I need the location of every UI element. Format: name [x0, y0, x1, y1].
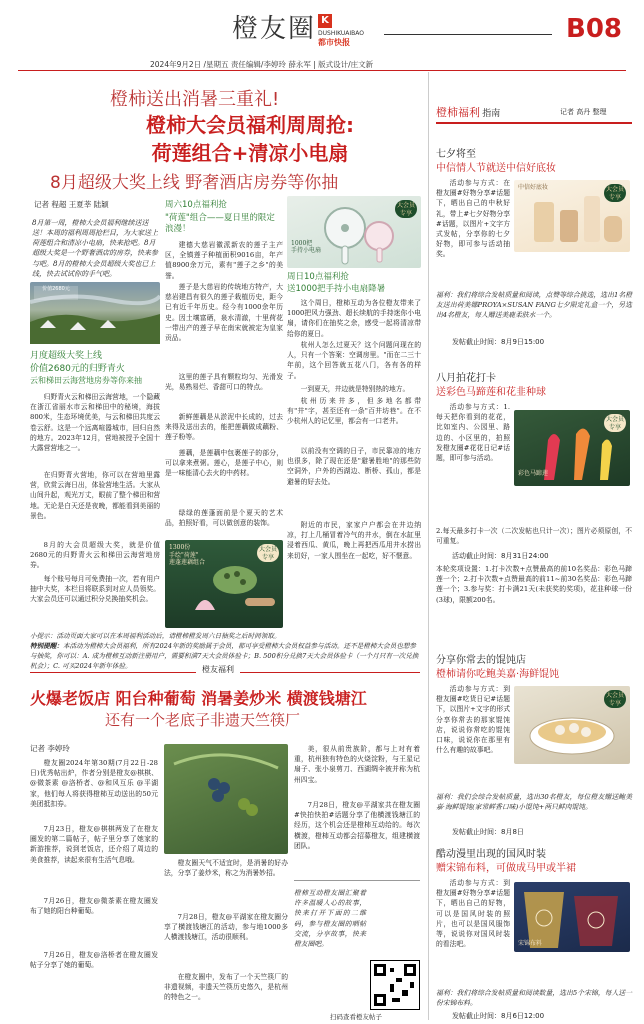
mid-paragraph-6: 绿绿的莲蓬面前是个夏天的艺术品，拍照好看，可以做创意的装饰。: [165, 509, 283, 528]
logo-name: 都市快报: [318, 38, 350, 47]
item2-title: 送彩色马蹄莲和花韭种球: [436, 387, 546, 398]
item4-body: 活动参与方式：到橙友圈#好物分享#话题下，晒出自己的好物，可以是国风时装的照片，也可以是国风服饰等，说说你对国风时装的看法吧。: [436, 879, 510, 949]
s2-paragraph-4: 7月26日，橙友@洛桥者在橙友圈发帖子分享了她的葡萄。: [30, 951, 158, 970]
cosmetics-photo: [514, 180, 630, 252]
member-badge-3: 大会员 专享: [605, 186, 624, 201]
right-editors: 记者 高丹 整理: [560, 108, 607, 116]
lead-headline-1: 橙柿大会员福利周周抢:: [146, 113, 354, 137]
weekly2-title: 周日10点福利抢: [287, 272, 349, 282]
mid-paragraph-1: 建德大慈岩徽派新农的莲子主产区，全镇莲子种植面积9016亩，年产值8900余万元，素有"莲子之乡"的美誉。: [165, 241, 283, 280]
right-paragraph-3: 一到夏天，井边就是特别热的地方。: [300, 385, 410, 393]
right-paragraph-1: 这个周日，橙柿互动为各位橙友带来了1000把风力强劲、超长续航的手持迷你小电扇，请你们在抽奖之余，感受一起将清凉带给你的夏日。: [287, 299, 421, 338]
lotus-caption: 1300份 手绘"荷莲" 莲蓬莲藕组合: [169, 544, 206, 566]
item4-kicker: 酷动漫里出现的国风时装: [436, 849, 546, 860]
lead-intro: 8月第一周，橙柿大会员福利继续送送送！本周的福利周周抢栏目，为大家送上荷莲组合和清凉小电扇，快来抢吧。8月超级大奖是一个野奢酒店的房券，快来参与吧。8月的橙柿大会员超级大奖也已上线，快去试试你的手气吧。: [32, 219, 158, 278]
weekly-subtitle: "荷莲"组合——夏日里的限定浪漫！: [165, 213, 275, 235]
qr-code[interactable]: [370, 960, 420, 1010]
logo-pinyin: DUSHIKUAIBAO: [318, 30, 364, 37]
page-number: B08: [566, 14, 622, 44]
item3-title: 橙柿请你吃鲍美嘉·海鲜馄饨: [436, 669, 560, 680]
item2-deadline: 活动截止时间：8月31日24:00: [452, 552, 549, 560]
logo-k-mark: K: [318, 14, 332, 28]
weekly2-subtitle: 送1000把手持小电扇降暑: [287, 284, 386, 294]
qr-caption: 扫码查看橙友帖子: [330, 1013, 382, 1021]
lead-paragraph-3: 8月的大会员超级大奖，就是价值2680元的归野青火云和梯田云海营地房券。: [30, 541, 160, 570]
top-divider: [18, 70, 626, 71]
notice-text: 本活动为橙柿大会员福利，所有2024年新的奖励属于会员，都可享受橙柿大会员权益参与活动。还不是橙柿大会员也想参与抽奖，你可以：A. 成为橙柿互动新注册用户，需要积满7天大会员体验卡；B. 500积分兑换7天大会员体验卡（一个月只有一次兑换机会）；C. 可买2024年新年体验。: [30, 641, 419, 670]
item1-deadline: 发帖截止时间：8月9日15:00: [452, 338, 545, 346]
member-badge-2: 大会员 专享: [258, 546, 277, 561]
lead-kicker: 橙柿送出消暑三重礼!: [110, 89, 280, 110]
fan-photo: [287, 196, 421, 268]
item2-body: 活动参与方式：1.每天把你看到的花花，比如室内、公园里、路边的、小区里的，拍照发橙友圈#花花日记#话题，即可参与活动。: [436, 403, 510, 462]
lead-subheadline: 8月超级大奖上线 野奢酒店房券等你抽: [50, 173, 339, 193]
item4-note: 福利：我们将综合发帖质量和阅读数量，选出5个宋锦，每人送一份宋锦布料。: [436, 989, 632, 1008]
mid-paragraph-5: 莲藕，是莲藕中包裹莲子的部分，可以拿来煮粥。莲心，是莲子中心，则是一味能清心去火的中药材。: [165, 449, 283, 478]
right-header: [436, 106, 636, 121]
month-prize-sub2: 云和梯田云海营地房券等你来抽: [30, 376, 142, 385]
section2-headline: 火爆老饭店 阳台种葡萄 消暑姜炒米 横渡钱塘江: [30, 689, 367, 708]
month-prize-sub: 价值2680元的归野青火: [30, 364, 125, 374]
right-paragraph-2: 杭州人怎么过夏天？这个问题问现在的人，只有一个答案：空调房里。"而在二三十年前，这个回答就五花八门，各有各的样子。: [287, 341, 421, 380]
lotus-photo: [165, 540, 283, 628]
mid-paragraph-4: 新鲜莲藕是从淤泥中长成的，过去来得及送出去的，能把莲藕做成藕粉、莲子粉等。: [165, 413, 283, 442]
column-divider: [428, 72, 429, 1020]
section2-subheadline: 还有一个老底子非遗天竺筷厂: [105, 711, 301, 729]
lead-paragraph-1: 归野青火云和梯田云海营地，一个隐藏在浙江省丽水市云和梯田中的秘境，海拔800米，生态环境优美，与云和梯田共度云卷云舒。这是一个远离喧嚣城市，回归自然的地方。2023年12月，营地被授予全国十大露营营地之一。: [30, 393, 160, 452]
calla-photo: [514, 410, 630, 486]
brocade-caption: 宋锦布料: [518, 940, 543, 947]
member-badge-5: 大会员 专享: [605, 692, 624, 707]
s2-paragraph-2: 7月23日，橙友@棋棋两发了在橙友圈发的第二篇帖子，帖子里分享了她家的新游推荐，说到老饭店，还介绍了周边的美食推荐，读起来很有生活气息哦。: [30, 825, 158, 864]
item2-body2: 2.每天最多打卡一次（二次发帖也只计一次）；图片必须原创，不可重复。: [436, 527, 632, 546]
right-header-label2: 指南: [482, 109, 501, 119]
item2-rules: 本轮奖项设置：1.打卡次数+点赞最高的前10名奖品：彩色马蹄莲一个；2.打卡次数+点赞最高的前11~前30名奖品：彩色马蹄莲一个；3.参与奖：打卡满21天(未获奖的奖项)，花韭种球一份(3球)，限额200名。: [436, 565, 632, 604]
s2-mid-3: 在橙友圈中，发布了一个天竺筷厂的非遗视频，非遗天竺筷历史悠久，是杭州的特色之一。: [164, 973, 288, 1002]
item1-note: 福利：我们将综合发帖质量和阅读，点赞等综合挑选，选出1名橙友送出荷美娜PROYA×SUSAN FANG七夕限定礼盒一个，另选出4名橙友，每人赠送美鹿柔肤水一个。: [436, 291, 632, 320]
item2-kicker: 八月拍花打卡: [436, 373, 496, 384]
item3-kicker: 分享你常去的馄饨店: [436, 655, 526, 666]
wonton-photo: [514, 686, 630, 764]
item3-note: 福利：我们会综合发帖质量，选出30名橙友，每位橙友赠送鲍美嘉·海鲜馄饨(家常鲜香口味)小馄饨+两只鲜肉馄饨。: [436, 793, 632, 812]
right-paragraph-4: 杭州历来井多，但多地名都带有"井"字，甚至还有一条"百井坊巷"。在不少杭州人的记忆里，都会有一口老井。: [287, 397, 421, 426]
grape-photo: [164, 744, 288, 854]
cosmetics-caption: 中信好底妆: [518, 184, 549, 191]
s2-divider: [294, 880, 420, 881]
campsite-photo: [30, 282, 160, 344]
mid-paragraph-3: 这里的莲子具有颗粒均匀、光滑发光，易熟易烂、香甜可口的特点。: [165, 373, 283, 392]
brocade-photo: [514, 882, 630, 952]
item1-body: 活动参与方式：在橙友圈#好物分享#话题下，晒出自己的中秋好礼，带上#七夕好物分享#话题，以图片+文字方式发帖，分享你的七夕好物，即可参与活动抽奖。: [436, 179, 510, 259]
weekly-title: 周六10点福利抢: [165, 200, 227, 210]
lead-paragraph-4: 每个账号每月可免费抽一次，若有用户抽中大奖，本栏目将联系到对应人员领奖。大家会员还可以通过积分兑换抽奖机会。: [30, 575, 160, 604]
lead-byline: 记者 程超 王夏莘 陆颖: [34, 200, 109, 209]
lead-paragraph-2: 在归野青火营地，你可以在营地里露营，欣赏云海日出，体验营地生活。大家从山间升起，观光万丈，眼前了整个梯田和营地。无论是白天还是夜晚，都能看到美丽的景色。: [30, 471, 160, 520]
dateline: 2024年9月2日 /星期五 责任编辑/李婷玲 薛永军 | 版式设计/庄文新: [150, 60, 374, 69]
right-header-rule: [436, 122, 632, 124]
right-paragraph-5: 以前没有空调的日子，市民靠凉的地方也很多，除了现在还是"避暑胜地"的那些防空洞外，户外的西湖边、断桥、孤山，都是避暑的好去处。: [287, 447, 421, 486]
s2-paragraph-1: 橙友圈2024年第30期(7月22日-28日)优秀帖出炉，作者分别是橙友@棋棋、@微茶素 @洛桥者、@和风互乐 @平湖家，他们每人将获得橙柿互动送出的50元美团抵扣券。: [30, 759, 158, 808]
item4-title: 赠宋锦布料，可做成马甲或半裙: [436, 863, 576, 874]
notice-top: 小提示：活动页面大家可以在本周福利活动后，请橙柿橙发周六日抽奖之后时间领取。: [30, 632, 281, 640]
header-rule: [384, 34, 552, 35]
section2-byline: 记者 李婷玲: [30, 744, 70, 753]
s2-right-1: 美，很从前贵族阶，都与上对有着重，杭州独有特色的火烧淀粉，与王星记扇子、张小泉剪刀、西湖绸伞被并称为杭州四宝。: [294, 745, 420, 784]
prize-tag: 价值2680元: [34, 286, 78, 300]
member-badge: 大会员 专享: [396, 202, 415, 217]
s2-mid-2: 7月28日，橙友@平湖家在橙友圈分享了横渡钱塘江的活动，参与地1000多人横渡钱塘江，活动很顺利。: [164, 913, 288, 942]
item3-body: 活动参与方式：到橙友圈#吃货日记#话题下，以图片+文字的形式分享你常去的那家馄饨店，说说你常吃的馄饨口味，说说你在那里有什么有趣的故事吧。: [436, 685, 510, 755]
fan-caption: 1000把 手持小电扇: [291, 240, 322, 255]
notice-label: 特别提醒：: [30, 641, 63, 650]
section-title: 橙友圈: [232, 14, 317, 44]
s2-mid-1: 橙友圈天气不适宜时，是消暑的好办法，分享了姜炒米，称之为消暑妙招。: [164, 859, 288, 878]
mid-paragraph-2: 莲子是大慈岩的传统地方特产，大慈岩建昌有很久的莲子栽植历史，距今已有近千年历史。经今有1000余年历史。因土壤富硒，泉水清澈，十里荷花一带出产的莲子早在南宋就被定为皇家贡品。: [165, 283, 283, 342]
s2-paragraph-3: 7月26日，橙友@微茶素在橙友圈发布了她的阳台种葡萄。: [30, 897, 158, 916]
qr-pattern: [374, 964, 416, 1006]
item1-kicker: 七夕将至: [436, 149, 476, 160]
month-prize-title: 月度超级大奖上线: [30, 351, 103, 361]
right-paragraph-6: 附近的市民，家家户户都会在井边纳凉，打上几桶冒着冷气的井水，倒在水缸里浸着西瓜、黄瓜，晚上再把西瓜用井水捞出来切好，一家人围坐在一起吃，好不惬意。: [287, 521, 421, 560]
member-badge-4: 大会员 专享: [605, 416, 624, 431]
lead-headline-2: 荷莲组合+清凉小电扇: [151, 141, 349, 165]
right-header-label: 橙柿福利: [436, 106, 480, 119]
newspaper-logo: [318, 14, 378, 48]
item4-deadline: 发帖截止时间：8月6日12:00: [452, 1012, 545, 1020]
item1-title: 中信情人节就送中信好底妆: [436, 163, 556, 174]
calla-caption: 彩色马蹄莲: [518, 470, 549, 477]
s2-cta: 橙柿互动橙友圈汇聚着许多温暖人心的故事，快来打开下面的二维码，参与橙友圈的晒帖交流，分享故事，快来橙友圈吧。: [294, 889, 366, 948]
s2-right-2: 7月28日，橙友@平湖家共在橙友圈#快拍快拍#话题分享了他横渡钱塘江的经历，这个机会还是橙柿互动给的。每次横渡，橙柿互动都会招募橙友，组建横渡团队。: [294, 801, 420, 850]
grape-illustration: [164, 744, 288, 854]
section2-label: 橙友福利: [196, 665, 240, 676]
item3-deadline: 发帖截止时间：8月8日: [452, 828, 524, 836]
